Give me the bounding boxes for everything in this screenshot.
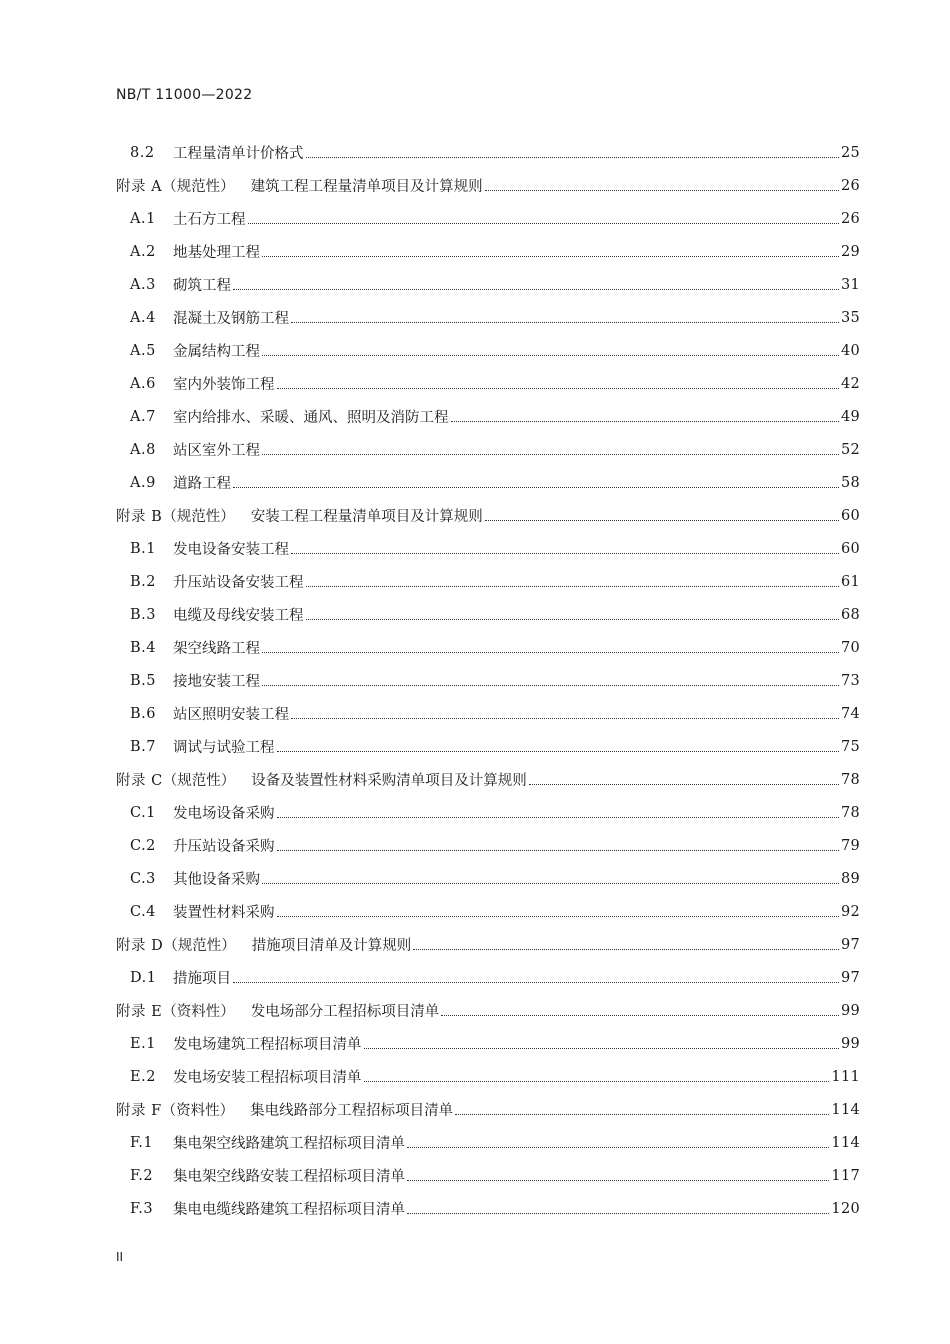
toc-entry-title: 措施项目清单及计算规则: [251, 938, 412, 954]
toc-entry-number: 8.2: [130, 144, 155, 161]
toc-entry-title: 砌筑工程: [173, 278, 231, 294]
toc-entry-classification: （规范性）: [163, 938, 236, 954]
toc-section-entry[interactable]: [116, 664, 860, 697]
toc-entry-page: 26: [840, 177, 860, 194]
toc-dot-leader: [262, 685, 839, 686]
toc-entry-title: 接地安装工程: [173, 674, 260, 690]
toc-dot-leader: [233, 982, 839, 983]
toc-section-entry[interactable]: [116, 268, 860, 301]
toc-entry-title: 发电设备安装工程: [173, 542, 289, 558]
toc-entry-number: C.1: [130, 804, 156, 821]
toc-dot-leader: [277, 388, 839, 389]
toc-entry-page: 79: [840, 837, 860, 854]
toc-entry-number: C.2: [130, 837, 156, 854]
toc-section-entry[interactable]: [116, 565, 860, 598]
toc-section-entry[interactable]: [116, 631, 860, 664]
toc-section-entry[interactable]: [116, 301, 860, 334]
toc-entry-number: 附录 A: [116, 179, 163, 195]
toc-section-entry[interactable]: [116, 466, 860, 499]
toc-section-entry[interactable]: [116, 1060, 860, 1093]
toc-dot-leader: [262, 652, 839, 653]
toc-dot-leader: [248, 223, 839, 224]
toc-entry-number: E.2: [130, 1068, 156, 1085]
toc-entry-classification: （资料性）: [161, 1103, 235, 1119]
toc-appendix-entry[interactable]: [116, 763, 860, 796]
toc-dot-leader: [407, 1180, 829, 1181]
toc-entry-page: 114: [831, 1134, 860, 1151]
toc-entry-title: 措施项目: [173, 971, 231, 987]
toc-entry-page: 78: [840, 804, 860, 821]
toc-entry-number: B.2: [130, 573, 156, 590]
toc-entry-number: B.5: [130, 672, 156, 689]
toc-appendix-entry[interactable]: [116, 169, 860, 202]
toc-section-entry[interactable]: [116, 598, 860, 631]
toc-entry-title: 室内外装饰工程: [173, 377, 275, 393]
toc-entry-title: 集电电缆线路建筑工程招标项目清单: [173, 1202, 405, 1218]
toc-section-entry[interactable]: [116, 235, 860, 268]
toc-entry-page: 26: [840, 210, 860, 227]
toc-entry-page: 29: [840, 243, 860, 260]
toc-section-entry[interactable]: [116, 1192, 860, 1225]
toc-entry-title: 发电场部分工程招标项目清单: [250, 1004, 440, 1020]
toc-entry-number: A.4: [130, 309, 156, 326]
toc-entry-number: B.1: [130, 540, 156, 557]
toc-entry-number: 附录 F: [116, 1103, 162, 1119]
toc-entry-page: 68: [840, 606, 860, 623]
toc-entry-page: 35: [840, 309, 860, 326]
toc-entry-number: A.2: [130, 243, 156, 260]
toc-entry-title: 集电线路部分工程招标项目清单: [250, 1103, 454, 1119]
toc-entry-page: 31: [840, 276, 860, 293]
toc-entry-page: 99: [840, 1002, 860, 1019]
toc-dot-leader: [451, 421, 839, 422]
toc-section-entry[interactable]: [116, 895, 860, 928]
toc-entry-title: 发电场设备采购: [173, 806, 275, 822]
toc-entry-title: 发电场安装工程招标项目清单: [173, 1070, 362, 1086]
toc-entry-page: 75: [840, 738, 860, 755]
toc-dot-leader: [262, 883, 839, 884]
toc-entry-title: 调试与试验工程: [173, 740, 275, 756]
toc-section-entry[interactable]: [116, 829, 860, 862]
toc-section-entry[interactable]: [116, 1027, 860, 1060]
toc-appendix-entry[interactable]: [116, 928, 860, 961]
toc-entry-title: 地基处理工程: [173, 245, 260, 261]
toc-entry-number: B.6: [130, 705, 156, 722]
toc-entry-page: 97: [840, 936, 860, 953]
toc-entry-title: 站区室外工程: [173, 443, 260, 459]
toc-entry-title: 电缆及母线安装工程: [173, 608, 304, 624]
toc-section-entry[interactable]: [116, 862, 860, 895]
toc-section-entry[interactable]: [116, 1159, 860, 1192]
toc-section-entry[interactable]: [116, 400, 860, 433]
toc-section-entry[interactable]: [116, 1126, 860, 1159]
toc-entry-number: 附录 B: [116, 509, 163, 525]
toc-section-entry[interactable]: [116, 961, 860, 994]
toc-section-entry[interactable]: [116, 202, 860, 235]
toc-dot-leader: [277, 751, 839, 752]
toc-section-entry[interactable]: [116, 532, 860, 565]
toc-dot-leader: [413, 949, 839, 950]
toc-entry-title: 土石方工程: [173, 212, 246, 228]
toc-entry-page: 78: [840, 771, 860, 788]
toc-entry-title: 升压站设备安装工程: [173, 575, 304, 591]
toc-entry-title: 集电架空线路安装工程招标项目清单: [173, 1169, 405, 1185]
toc-entry-title: 装置性材料采购: [173, 905, 275, 921]
toc-entry-title: 室内给排水、采暖、通风、照明及消防工程: [173, 410, 449, 426]
toc-section-entry[interactable]: [116, 433, 860, 466]
toc-entry-number: F.2: [130, 1167, 154, 1184]
toc-dot-leader: [262, 454, 839, 455]
toc-entry-page: 70: [840, 639, 860, 656]
toc-entry-number: A.9: [130, 474, 156, 491]
toc-entry-page: 52: [840, 441, 860, 458]
toc-dot-leader: [277, 850, 839, 851]
toc-dot-leader: [407, 1147, 829, 1148]
toc-entry-page: 114: [831, 1101, 860, 1118]
toc-entry-page: 60: [840, 507, 860, 524]
toc-entry-classification: （规范性）: [162, 509, 235, 525]
toc-entry-title: 安装工程工程量清单项目及计算规则: [250, 509, 483, 525]
toc-dot-leader: [262, 256, 839, 257]
toc-dot-leader: [291, 553, 839, 554]
toc-entry-title: 混凝土及钢筋工程: [173, 311, 289, 327]
toc-entry-page: 89: [840, 870, 860, 887]
toc-entry-page: 60: [840, 540, 860, 557]
toc-dot-leader: [529, 784, 839, 785]
toc-section-entry[interactable]: [116, 367, 860, 400]
toc-entry-number: B.4: [130, 639, 156, 656]
toc-section-entry[interactable]: [116, 796, 860, 829]
toc-dot-leader: [485, 190, 839, 191]
toc-entry-page: 120: [831, 1200, 860, 1217]
toc-dot-leader: [262, 355, 839, 356]
toc-entry-number: C.4: [130, 903, 156, 920]
toc-dot-leader: [277, 817, 839, 818]
toc-dot-leader: [306, 586, 839, 587]
toc-entry-number: 附录 E: [116, 1004, 163, 1020]
toc-appendix-entry[interactable]: [116, 499, 860, 532]
toc-entry-title: 发电场建筑工程招标项目清单: [173, 1037, 362, 1053]
toc-entry-title: 建筑工程工程量清单项目及计算规则: [250, 179, 483, 195]
toc-dot-leader: [364, 1081, 830, 1082]
table-of-contents: [116, 136, 860, 1225]
toc-dot-leader: [291, 322, 839, 323]
toc-section-entry[interactable]: [116, 730, 860, 763]
toc-entry-page: 40: [840, 342, 860, 359]
toc-entry-page: 61: [840, 573, 860, 590]
page-number-footer: II: [116, 1250, 124, 1264]
toc-entry-number: D.1: [130, 969, 157, 986]
toc-entry-classification: （规范性）: [162, 773, 236, 789]
toc-entry-number: B.3: [130, 606, 156, 623]
toc-dot-leader: [364, 1048, 839, 1049]
toc-entry-page: 58: [840, 474, 860, 491]
toc-entry-title: 其他设备采购: [173, 872, 260, 888]
toc-dot-leader: [455, 1114, 829, 1115]
toc-entry-page: 117: [831, 1167, 860, 1184]
toc-dot-leader: [306, 157, 839, 158]
toc-entry-page: 111: [831, 1068, 860, 1085]
toc-entry-page: 49: [840, 408, 860, 425]
toc-entry-title: 金属结构工程: [173, 344, 260, 360]
toc-entry-number: F.1: [130, 1134, 154, 1151]
toc-dot-leader: [441, 1015, 839, 1016]
document-code-header: NB/T 11000—2022: [116, 87, 253, 103]
toc-entry-page: 97: [840, 969, 860, 986]
toc-entry-page: 99: [840, 1035, 860, 1052]
toc-appendix-entry[interactable]: [116, 1093, 860, 1126]
toc-entry-page: 92: [840, 903, 860, 920]
toc-entry-classification: （规范性）: [162, 179, 235, 195]
toc-entry-title: 设备及装置性材料采购清单项目及计算规则: [251, 773, 527, 789]
toc-entry-number: A.8: [130, 441, 156, 458]
toc-entry-title: 升压站设备采购: [173, 839, 275, 855]
toc-appendix-entry[interactable]: [116, 994, 860, 1027]
toc-entry-title: 集电架空线路建筑工程招标项目清单: [173, 1136, 405, 1152]
toc-entry-number: A.6: [130, 375, 156, 392]
toc-entry-number: A.5: [130, 342, 156, 359]
toc-dot-leader: [306, 619, 839, 620]
toc-dot-leader: [291, 718, 839, 719]
toc-entry-number: C.3: [130, 870, 156, 887]
toc-entry-title: 道路工程: [173, 476, 231, 492]
toc-entry-title: 站区照明安装工程: [173, 707, 289, 723]
toc-entry-number: 附录 D: [116, 938, 164, 954]
toc-entry-page: 42: [840, 375, 860, 392]
toc-entry-number: A.1: [130, 210, 156, 227]
toc-entry-page: 74: [840, 705, 860, 722]
toc-dot-leader: [277, 916, 839, 917]
toc-dot-leader: [485, 520, 839, 521]
toc-entry-number: 附录 C: [116, 773, 163, 789]
toc-dot-leader: [233, 487, 839, 488]
toc-entry-number: A.3: [130, 276, 156, 293]
toc-entry-number: B.7: [130, 738, 156, 755]
toc-section-entry[interactable]: [116, 334, 860, 367]
toc-dot-leader: [233, 289, 839, 290]
toc-section-entry[interactable]: [116, 697, 860, 730]
toc-dot-leader: [407, 1213, 829, 1214]
toc-entry-classification: （资料性）: [162, 1004, 235, 1020]
toc-entry-number: A.7: [130, 408, 156, 425]
toc-entry-page: 73: [840, 672, 860, 689]
toc-section-entry[interactable]: [116, 136, 860, 169]
toc-entry-title: 架空线路工程: [173, 641, 260, 657]
toc-entry-title: 工程量清单计价格式: [173, 146, 304, 162]
toc-entry-number: F.3: [130, 1200, 154, 1217]
toc-entry-number: E.1: [130, 1035, 156, 1052]
toc-entry-page: 25: [840, 144, 860, 161]
